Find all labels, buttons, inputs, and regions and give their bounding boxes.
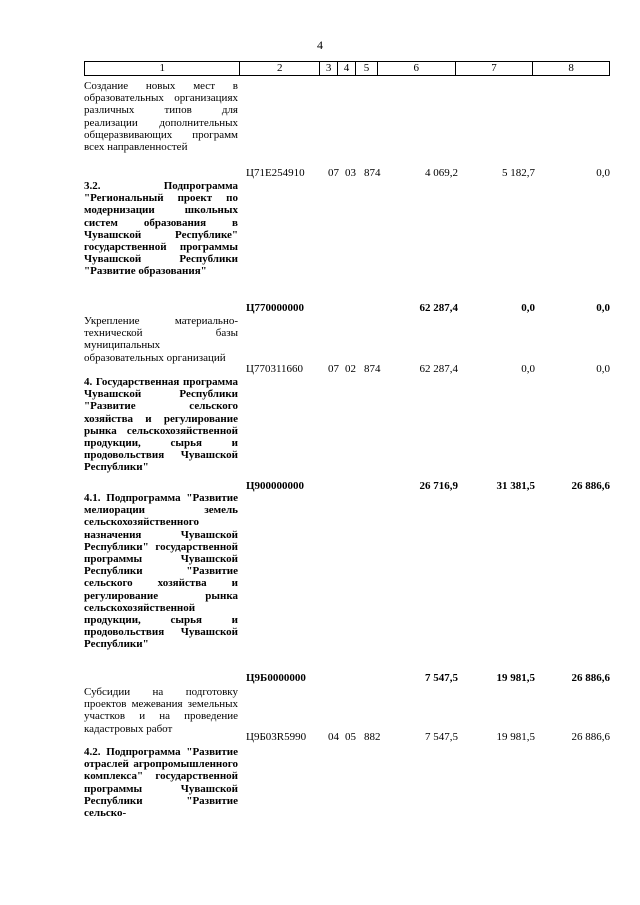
header-col-3: 3: [320, 62, 338, 75]
row-value-8: 0,0: [596, 363, 610, 375]
header-col-5: 5: [356, 62, 378, 75]
row-section: 04: [328, 731, 339, 743]
row-value-7: 5 182,7: [502, 167, 535, 179]
row-value-8: 0,0: [596, 167, 610, 179]
header-col-6: 6: [378, 62, 456, 75]
row-section: 07: [328, 363, 339, 375]
row-description: Субсидии на подготовку проектов межевания земельных участков и на проведение кадастровых работ: [84, 686, 238, 735]
row-code: Ц900000000: [246, 480, 305, 492]
row-value-8: 0,0: [596, 302, 610, 314]
row-value-7: 0,0: [521, 363, 535, 375]
row-values: [84, 167, 610, 179]
row-section: 07: [328, 167, 339, 179]
row-value-6: 7 547,5: [425, 672, 458, 684]
row-value-8: 26 886,6: [571, 672, 610, 684]
row-value-6: 62 287,4: [419, 302, 458, 314]
row-code: Ц71Е254910: [246, 167, 305, 179]
row-value-7: 19 981,5: [496, 672, 535, 684]
header-col-2: 2: [240, 62, 320, 75]
row-subsection: 02: [345, 363, 356, 375]
row-values: [84, 731, 610, 743]
row-value-7: 19 981,5: [496, 731, 535, 743]
row-code: Ц770311660: [246, 363, 304, 375]
row-value-6: 62 287,4: [419, 363, 458, 375]
row-expense-type: 874: [364, 167, 381, 179]
row-value-6: 26 716,9: [419, 480, 458, 492]
row-code: Ц770000000: [246, 302, 305, 314]
row-value-7: 0,0: [521, 302, 535, 314]
row-values: [84, 672, 610, 684]
row-description: 3.2. Подпрограмма "Региональный проект по модернизации школьных систем образования в Чувашской Республике" государственной программы Чувашской Республики "Развитие образования": [84, 180, 238, 278]
row-description: 4.1. Подпрограмма "Развитие мелиорации земель сельскохозяйственного назначения Чувашской Республики" государственной программы Чувашской Республики "Развитие сельского хозяйства и регулирование рынка сельскохозяйственной продукции, сырья и продовольствия Чувашской Республики": [84, 492, 238, 651]
header-col-1: 1: [85, 62, 240, 75]
page-number: 4: [317, 38, 323, 52]
row-description: Укрепление материально-технической базы муниципальных образовательных организаций: [84, 315, 238, 364]
row-value-8: 26 886,6: [571, 731, 610, 743]
row-values: [84, 826, 610, 838]
row-code: Ц9Б03R5990: [246, 731, 307, 743]
row-code: Ц9Б0000000: [246, 672, 306, 684]
table-header: [84, 61, 610, 76]
row-description: 4.2. Подпрограмма "Развитие отраслей агропромышленного комплекса" государственной программы Чувашской Республики "Развитие сельско-: [84, 746, 238, 820]
header-col-7: 7: [456, 62, 534, 75]
row-expense-type: 882: [364, 731, 381, 743]
row-subsection: 03: [345, 167, 356, 179]
row-value-6: 4 069,2: [425, 167, 458, 179]
row-values: [84, 480, 610, 492]
row-value-7: 31 381,5: [496, 480, 535, 492]
header-col-4: 4: [338, 62, 356, 75]
row-subsection: 05: [345, 731, 356, 743]
row-value-6: 7 547,5: [425, 731, 458, 743]
row-description: 4. Государственная программа Чувашской Республики "Развитие сельского хозяйства и регулирование рынка сельскохозяйственной продукции, сырья и продовольствия Чувашской Республики": [84, 376, 238, 474]
row-description: Создание новых мест в образовательных организациях различных типов для реализации дополнительных общеразвивающих программ всех направленностей: [84, 80, 238, 154]
header-col-8: 8: [568, 62, 574, 74]
row-value-8: 26 886,6: [571, 480, 610, 492]
row-expense-type: 874: [364, 363, 381, 375]
row-values: [84, 302, 610, 314]
row-values: [84, 363, 610, 375]
